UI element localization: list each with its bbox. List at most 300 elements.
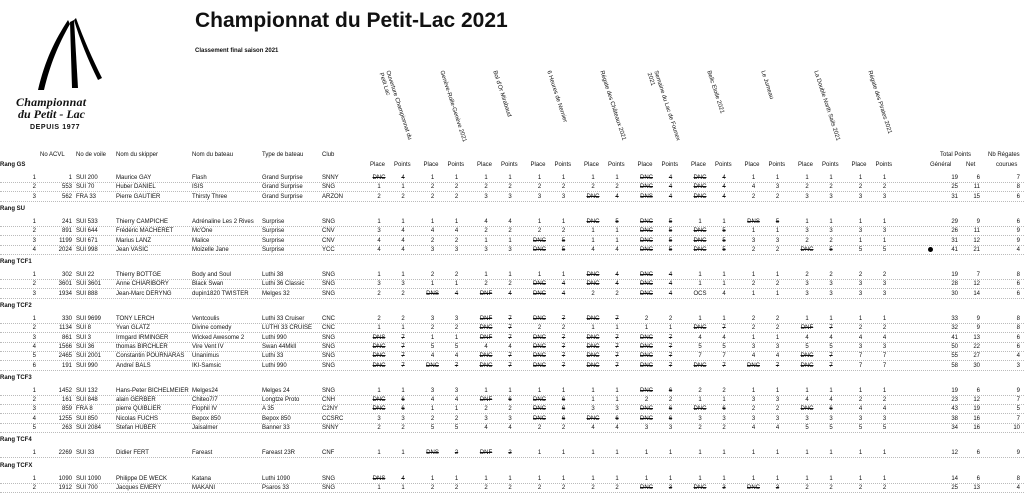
cell-points: 4	[508, 290, 512, 297]
cell-skipper: Jean VASIC	[116, 246, 149, 253]
event-title: Semaine du Lac de Founex 2021	[645, 70, 681, 142]
cell-place: 4	[484, 343, 488, 350]
cell-place: DNC	[640, 290, 653, 297]
cell-type: Luthi 33 Cruiser	[262, 316, 305, 322]
event-title: Ouverture Championnat du Petit Lac	[377, 70, 413, 141]
cell-points: 4	[615, 281, 619, 288]
cell-place: DNC	[586, 193, 600, 200]
cell-place: DNF	[479, 450, 493, 457]
cell-place: 2	[484, 484, 488, 491]
cell-bateau: Wicked Awesome 2	[192, 334, 245, 341]
cell-club: SNG	[322, 353, 336, 360]
cell-place: 3	[377, 281, 381, 288]
cell-points: 4	[561, 290, 566, 297]
cell-place: 2	[537, 228, 542, 235]
table-row	[0, 324, 1024, 333]
cell-place: DNC	[533, 281, 546, 288]
cell-points: 3	[508, 246, 512, 253]
cell-points: 7	[722, 362, 726, 369]
cell-points: 3	[508, 193, 512, 200]
cell-total-net: 30	[973, 362, 980, 369]
cell-points: 2	[882, 484, 887, 491]
cell-type: Grand Surprise	[262, 175, 303, 181]
cell-nb-regates: 6	[1016, 334, 1020, 341]
table-row	[0, 334, 1024, 343]
cell-place: DNS	[372, 334, 386, 341]
cell-place: 2	[644, 316, 649, 322]
cell-points: 7	[668, 334, 673, 341]
cell-place: 1	[751, 175, 756, 181]
cell-place: 1	[430, 175, 435, 181]
cell-place: 1	[484, 272, 488, 279]
event-title: Régate des Châteaux 2021	[598, 70, 627, 142]
cell-place: DNC	[640, 237, 653, 244]
cell-place: 1	[698, 272, 702, 279]
cell-no-voile: SUI 990	[76, 362, 98, 369]
cell-no-voile: SUI 70	[76, 184, 95, 191]
cell-type: Fareast 23R	[262, 450, 296, 457]
cell-points: 2	[722, 387, 726, 394]
cell-nb-regates: 4	[1016, 246, 1020, 253]
page-title: Championnat du Petit-Lac 2021	[195, 9, 508, 32]
cell-place: 3	[698, 415, 702, 422]
cell-rang: 3	[32, 290, 36, 297]
header-place: Place	[851, 162, 867, 168]
cell-points: 1	[829, 450, 833, 457]
cell-place: 3	[430, 316, 435, 322]
cell-points: 7	[401, 362, 405, 369]
cell-bateau: Divine comedy	[192, 325, 232, 332]
cell-points: 3	[882, 415, 887, 422]
cell-place: 2	[858, 484, 863, 491]
cell-place: 1	[805, 175, 809, 181]
cell-points: 3	[829, 228, 833, 235]
table-row	[0, 193, 1024, 202]
cell-points: 3	[561, 193, 566, 200]
cell-points: 1	[775, 175, 780, 181]
cell-place: 4	[751, 184, 756, 191]
cell-place: 3	[484, 415, 488, 422]
cell-place: 1	[484, 387, 488, 394]
cell-place: 7	[858, 353, 863, 360]
cell-points: 4	[401, 475, 405, 482]
cell-skipper: Hans-Peter BICHELMEIER	[116, 387, 189, 394]
cell-points: 4	[454, 397, 459, 404]
cell-points: 1	[829, 475, 833, 482]
cell-points: 7	[668, 343, 673, 350]
cell-place: DNC	[533, 246, 546, 253]
cell-total-general: 31	[951, 193, 958, 200]
cell-points: 1	[775, 475, 780, 482]
cell-points: 1	[882, 175, 887, 181]
cell-nb-regates: 9	[1016, 450, 1020, 457]
table-row	[0, 396, 1024, 405]
cell-points: 4	[668, 272, 673, 279]
cell-place: DNS	[426, 290, 439, 297]
cell-place: 3	[430, 387, 435, 394]
cell-points: 3	[882, 290, 887, 297]
cell-place: DNC	[640, 484, 653, 491]
cell-club: SNNY	[322, 425, 339, 431]
cell-points: 1	[454, 334, 459, 341]
cell-points: 2	[775, 281, 780, 288]
cell-points: 7	[615, 353, 619, 360]
cell-place: DNC	[479, 325, 493, 332]
cell-points: 2	[401, 425, 405, 431]
cell-place: 1	[430, 406, 435, 413]
header-place: Place	[370, 162, 386, 168]
cell-total-general: 26	[951, 228, 958, 235]
cell-points: 4	[401, 175, 405, 181]
cell-bateau: MAKANI	[192, 484, 216, 491]
cell-place: 2	[591, 290, 595, 297]
cell-type: Luthi 36 Classic	[262, 281, 305, 288]
cell-points: 1	[668, 475, 673, 482]
cell-points: 2	[454, 184, 459, 191]
cell-points: 2	[454, 272, 459, 279]
cell-place: 2	[805, 272, 809, 279]
cell-place: 5	[805, 425, 809, 431]
cell-rang: 1	[32, 475, 36, 482]
cell-bateau: Flash	[192, 175, 207, 181]
cell-place: 1	[591, 325, 595, 332]
header-points: Points	[554, 162, 572, 168]
cell-points: 7	[829, 353, 833, 360]
cell-place: 4	[805, 397, 809, 404]
cell-points: 1	[561, 450, 566, 457]
cell-points: 4	[454, 228, 459, 235]
cell-rang: 1	[32, 387, 36, 394]
cell-club: CNV	[322, 228, 335, 235]
cell-points: 2	[882, 272, 887, 279]
cell-points: 1	[829, 218, 833, 225]
cell-total-general: 43	[951, 406, 958, 413]
cell-club: SNG	[322, 484, 336, 491]
cell-place: 1	[751, 450, 756, 457]
cell-points: 3	[454, 316, 459, 322]
cell-points: 2	[722, 425, 726, 431]
cell-nb-regates: 8	[1016, 475, 1020, 482]
cell-points: 1	[508, 272, 512, 279]
cell-skipper: Marius LANZ	[116, 237, 152, 244]
cell-place: 1	[591, 387, 595, 394]
cell-no-voile: SUI 33	[76, 450, 95, 457]
cell-place: DNC	[800, 353, 814, 360]
cell-skipper: Irmgard IRMINGER	[116, 334, 169, 341]
cell-club: CNH	[322, 397, 335, 404]
cell-no-voile: SUI 36	[76, 343, 95, 350]
cell-no-voile: SUI 850	[76, 415, 98, 422]
cell-place: 2	[751, 406, 756, 413]
cell-points: 7	[829, 362, 833, 369]
cell-points: 7	[561, 353, 566, 360]
cell-points: 1	[775, 272, 780, 279]
cell-points: 2	[454, 325, 459, 332]
cell-club: SNG	[322, 218, 336, 225]
table-row	[0, 237, 1024, 246]
cell-points: 2	[454, 450, 459, 457]
cell-place: DNC	[533, 415, 546, 422]
cell-place: 2	[484, 406, 488, 413]
cell-place: DNC	[479, 362, 493, 369]
cell-points: 4	[401, 246, 405, 253]
cell-place: DNC	[533, 290, 546, 297]
cell-points: 6	[561, 415, 566, 422]
cell-points: 2	[882, 397, 887, 404]
cell-club: SNG	[322, 281, 336, 288]
cell-place: DNC	[640, 406, 653, 413]
cell-points: 1	[561, 387, 566, 394]
cell-total-general: 32	[951, 325, 958, 332]
cell-place: DNC	[372, 397, 386, 404]
cell-type: Surprise	[262, 228, 285, 235]
table-row	[0, 280, 1024, 289]
cell-rang: 2	[32, 228, 36, 235]
cell-place: 1	[858, 218, 863, 225]
cell-points: 1	[615, 397, 619, 404]
cell-nb-regates: 9	[1016, 237, 1020, 244]
cell-total-general: 14	[951, 475, 958, 482]
cell-bateau: Thirsty Three	[192, 193, 228, 200]
cell-points: 3	[775, 397, 780, 404]
cell-place: 2	[805, 184, 809, 191]
cell-place: DNC	[533, 353, 546, 360]
cell-points: 7	[508, 362, 512, 369]
cell-no-acvl: 1452	[58, 387, 72, 394]
header-points: Points	[661, 162, 679, 168]
cell-points: 3	[829, 415, 833, 422]
cell-points: 4	[561, 281, 566, 288]
header-bateau: Nom du bateau	[192, 152, 234, 158]
group-label: Rang SU	[0, 205, 26, 212]
cell-place: DNC	[800, 246, 814, 253]
cell-place: DNC	[693, 362, 707, 369]
cell-rang: 2	[32, 184, 36, 191]
cell-points: 3	[882, 228, 887, 235]
event-headers	[0, 0, 1024, 168]
cell-points: 1	[775, 450, 780, 457]
cell-no-acvl: 553	[61, 184, 72, 191]
cell-points: 4	[722, 175, 726, 181]
cell-points: 3	[722, 415, 726, 422]
cell-rang: 3	[32, 406, 36, 413]
cell-points: 2	[775, 193, 780, 200]
cell-skipper: Pierre GAUTIER	[116, 193, 161, 200]
cell-total-net: 22	[973, 343, 980, 350]
cell-points: 1	[615, 387, 619, 394]
cell-no-voile: SUI 22	[76, 272, 95, 279]
cell-points: 7	[668, 353, 673, 360]
cell-rang: 3	[32, 237, 36, 244]
cell-type: Psaros 33	[262, 484, 290, 491]
cell-place: DNC	[372, 175, 386, 181]
cell-place: 1	[484, 475, 488, 482]
cell-points: 2	[561, 325, 566, 332]
cell-place: 5	[698, 343, 702, 350]
cell-type: Surprise	[262, 237, 285, 244]
cell-points: 7	[882, 362, 887, 369]
cell-points: 2	[401, 193, 405, 200]
cell-points: 7	[561, 316, 566, 322]
cell-place: 3	[805, 281, 809, 288]
table-row	[0, 387, 1024, 396]
cell-nb-regates: 8	[1016, 325, 1020, 332]
cell-no-voile: SUI 533	[76, 218, 98, 225]
cell-no-voile: SUI 2084	[76, 425, 102, 431]
cell-place: 4	[430, 353, 435, 360]
cell-place: DNF	[479, 397, 493, 404]
cell-club: CNC	[322, 325, 335, 332]
cell-place: 1	[698, 475, 702, 482]
cell-points: 1	[722, 281, 726, 288]
cell-place: 3	[805, 193, 809, 200]
cell-total-general: 25	[951, 484, 958, 491]
cell-bateau: Black Swan	[192, 281, 224, 288]
cell-points: 4	[722, 334, 726, 341]
cell-place: 1	[858, 450, 863, 457]
cell-place: 5	[858, 246, 863, 253]
header-place: Place	[477, 162, 493, 168]
cell-place: DNC	[640, 272, 653, 279]
cell-no-acvl: 302	[61, 272, 72, 279]
cell-place: DNC	[747, 484, 760, 491]
cell-points: 1	[401, 387, 405, 394]
cell-total-general: 31	[951, 237, 958, 244]
cell-place: 1	[698, 397, 702, 404]
cell-points: 5	[615, 218, 619, 225]
dot-marker	[928, 247, 933, 252]
cell-points: 5	[829, 343, 833, 350]
event-title: 6 Heures de Nernier	[544, 70, 568, 124]
cell-points: 5	[668, 228, 673, 235]
cell-no-voile: FRA 33	[76, 193, 97, 200]
cell-place: 3	[751, 397, 756, 404]
cell-points: 1	[401, 218, 405, 225]
cell-place: 4	[377, 246, 381, 253]
cell-bateau: Jaisalmer	[192, 425, 218, 431]
cell-bateau: Ventcoulis	[192, 316, 220, 322]
cell-points: 7	[508, 325, 512, 332]
cell-place: 5	[858, 425, 863, 431]
cell-points: 1	[775, 387, 780, 394]
cell-club: C2NY	[322, 406, 339, 413]
cell-total-general: 34	[951, 425, 958, 431]
cell-place: 2	[644, 397, 649, 404]
cell-place: 3	[751, 415, 756, 422]
cell-place: 3	[858, 415, 863, 422]
cell-points: 4	[508, 425, 512, 431]
cell-bateau: Chiteo7/7	[192, 397, 218, 404]
cell-points: 2	[454, 237, 459, 244]
cell-type: Grand Surprise	[262, 184, 303, 191]
cell-points: 4	[668, 281, 673, 288]
cell-rang: 1	[32, 450, 36, 457]
cell-points: 4	[882, 406, 887, 413]
cell-points: 6	[722, 406, 726, 413]
header-place: Place	[637, 162, 653, 168]
cell-total-net: 11	[973, 184, 980, 191]
table-row	[0, 405, 1024, 414]
cell-place: DNF	[479, 290, 493, 297]
cell-points: 4	[722, 193, 726, 200]
cell-total-net: 12	[973, 397, 980, 404]
cell-place: 2	[377, 316, 381, 322]
cell-place: 2	[430, 325, 435, 332]
cell-points: 4	[615, 193, 619, 200]
cell-place: 4	[430, 228, 435, 235]
cell-points: 3	[722, 484, 726, 491]
header-type: Type de bateau	[262, 152, 304, 158]
cell-total-general: 29	[951, 218, 958, 225]
cell-points: 4	[454, 290, 459, 297]
cell-place: 3	[751, 343, 756, 350]
cell-type: Luthi 38	[262, 272, 284, 279]
cell-points: 3	[829, 281, 833, 288]
cell-total-net: 11	[973, 228, 980, 235]
cell-place: 1	[698, 316, 702, 322]
cell-place: 1	[751, 290, 756, 297]
cell-type: Luthi 33	[262, 353, 284, 360]
cell-club: CNC	[322, 316, 335, 322]
cell-place: DNC	[533, 362, 546, 369]
cell-place: DNS	[747, 218, 760, 225]
cell-rang: 1	[32, 316, 36, 322]
cell-points: 5	[722, 343, 726, 350]
cell-points: 7	[401, 343, 405, 350]
cell-points: 3	[668, 425, 673, 431]
cell-total-net: 7	[976, 272, 980, 279]
cell-points: 5	[722, 228, 726, 235]
cell-no-acvl: 2465	[58, 353, 72, 360]
cell-total-net: 6	[976, 450, 980, 457]
cell-place: 3	[858, 281, 863, 288]
cell-place: 2	[591, 184, 595, 191]
cell-place: 2	[537, 425, 542, 431]
cell-points: 2	[615, 484, 619, 491]
cell-points: 1	[401, 272, 405, 279]
header-points: Points	[715, 162, 732, 168]
cell-points: 6	[561, 397, 566, 404]
cell-place: DNC	[693, 484, 707, 491]
cell-place: DNS	[426, 450, 439, 457]
cell-points: 1	[615, 237, 619, 244]
cell-place: 1	[537, 218, 542, 225]
cell-bateau: Body and Soul	[192, 272, 232, 279]
cell-points: 1	[775, 290, 780, 297]
cell-nb-regates: 7	[1016, 397, 1020, 404]
cell-no-acvl: 2269	[58, 450, 72, 457]
cell-skipper: Nicolas FUCHS	[116, 415, 159, 422]
cell-points: 7	[401, 353, 405, 360]
cell-place: 2	[377, 193, 381, 200]
cell-points: 4	[508, 343, 512, 350]
cell-no-voile: SUI 8	[76, 325, 92, 332]
cell-points: 1	[561, 175, 566, 181]
cell-points: 1	[615, 450, 619, 457]
cell-place: 2	[751, 246, 756, 253]
cell-club: SNG	[322, 184, 336, 191]
cell-bateau: Unanimus	[192, 353, 220, 360]
cell-points: 7	[615, 316, 619, 322]
cell-points: 2	[775, 325, 780, 332]
cell-points: 3	[882, 281, 887, 288]
cell-points: 7	[668, 362, 673, 369]
cell-no-acvl: 1134	[59, 325, 72, 332]
cell-club: SNNY	[322, 175, 339, 181]
cell-type: A 35	[262, 406, 275, 413]
header-place: Place	[798, 162, 814, 168]
cell-place: DNC	[747, 362, 760, 369]
